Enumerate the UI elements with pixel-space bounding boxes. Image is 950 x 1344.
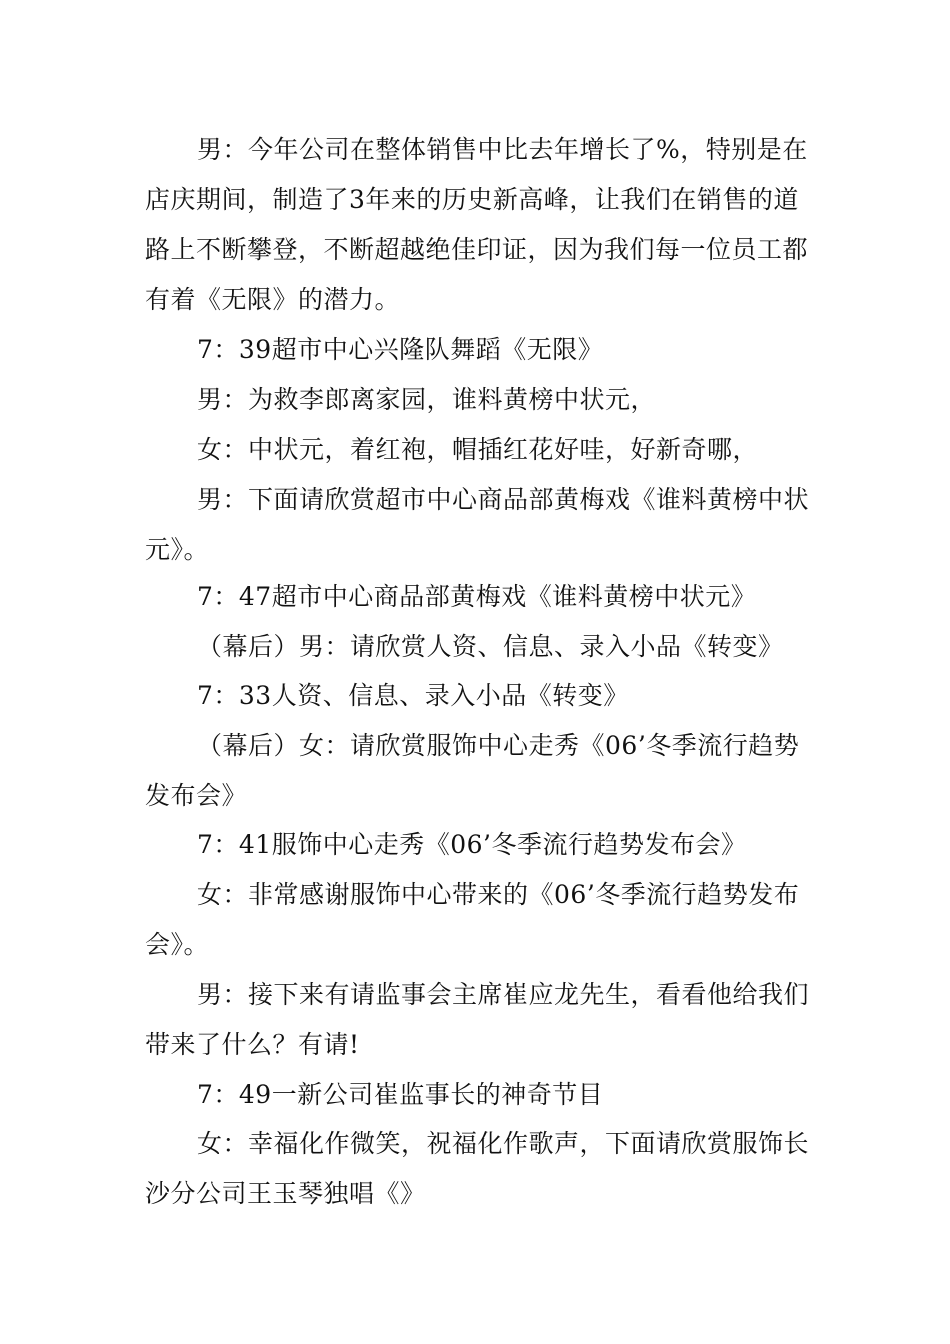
paragraph-2: 7：39超市中心兴隆队舞蹈《无限》 [197,335,604,364]
paragraph-7: （幕后）男：请欣赏人资、信息、录入小品《转变》 [197,632,784,661]
paragraph-6: 7：47超市中心商品部黄梅戏《谁料黄榜中状元》 [197,582,757,611]
paragraph-11: 女：非常感谢服饰中心带来的《06’冬季流行趋势发布会》。 [145,880,800,959]
paragraph-1: 男：今年公司在整体销售中比去年增长了%，特别是在店庆期间，制造了3年来的历史新高峰，让我们在销售的道路上不断攀登，不断超越绝佳印证，因为我们每一位员工都有着《无限》的潜力。 [145,135,809,314]
paragraph-3: 男：为救李郎离家园，谁料黄榜中状元， [197,385,657,414]
paragraph-9: （幕后）女：请欣赏服饰中心走秀《06’冬季流行趋势发布会》 [145,731,800,810]
paragraph-8: 7：33人资、信息、录入小品《转变》 [197,681,629,710]
paragraph-13: 7：49一新公司崔监事长的神奇节目 [197,1080,604,1109]
paragraph-10: 7：41服饰中心走秀《06’冬季流行趋势发布会》 [197,830,747,859]
paragraph-5: 男：下面请欣赏超市中心商品部黄梅戏《谁料黄榜中状元》。 [145,485,810,564]
paragraph-4: 女：中状元，着红袍，帽插红花好哇，好新奇哪， [197,435,759,464]
paragraph-14: 女：幸福化作微笑，祝福化作歌声，下面请欣赏服饰长沙分公司王玉琴独唱《》 [145,1129,810,1208]
paragraph-12: 男：接下来有请监事会主席崔应龙先生，看看他给我们带来了什么？有请! [145,980,810,1059]
